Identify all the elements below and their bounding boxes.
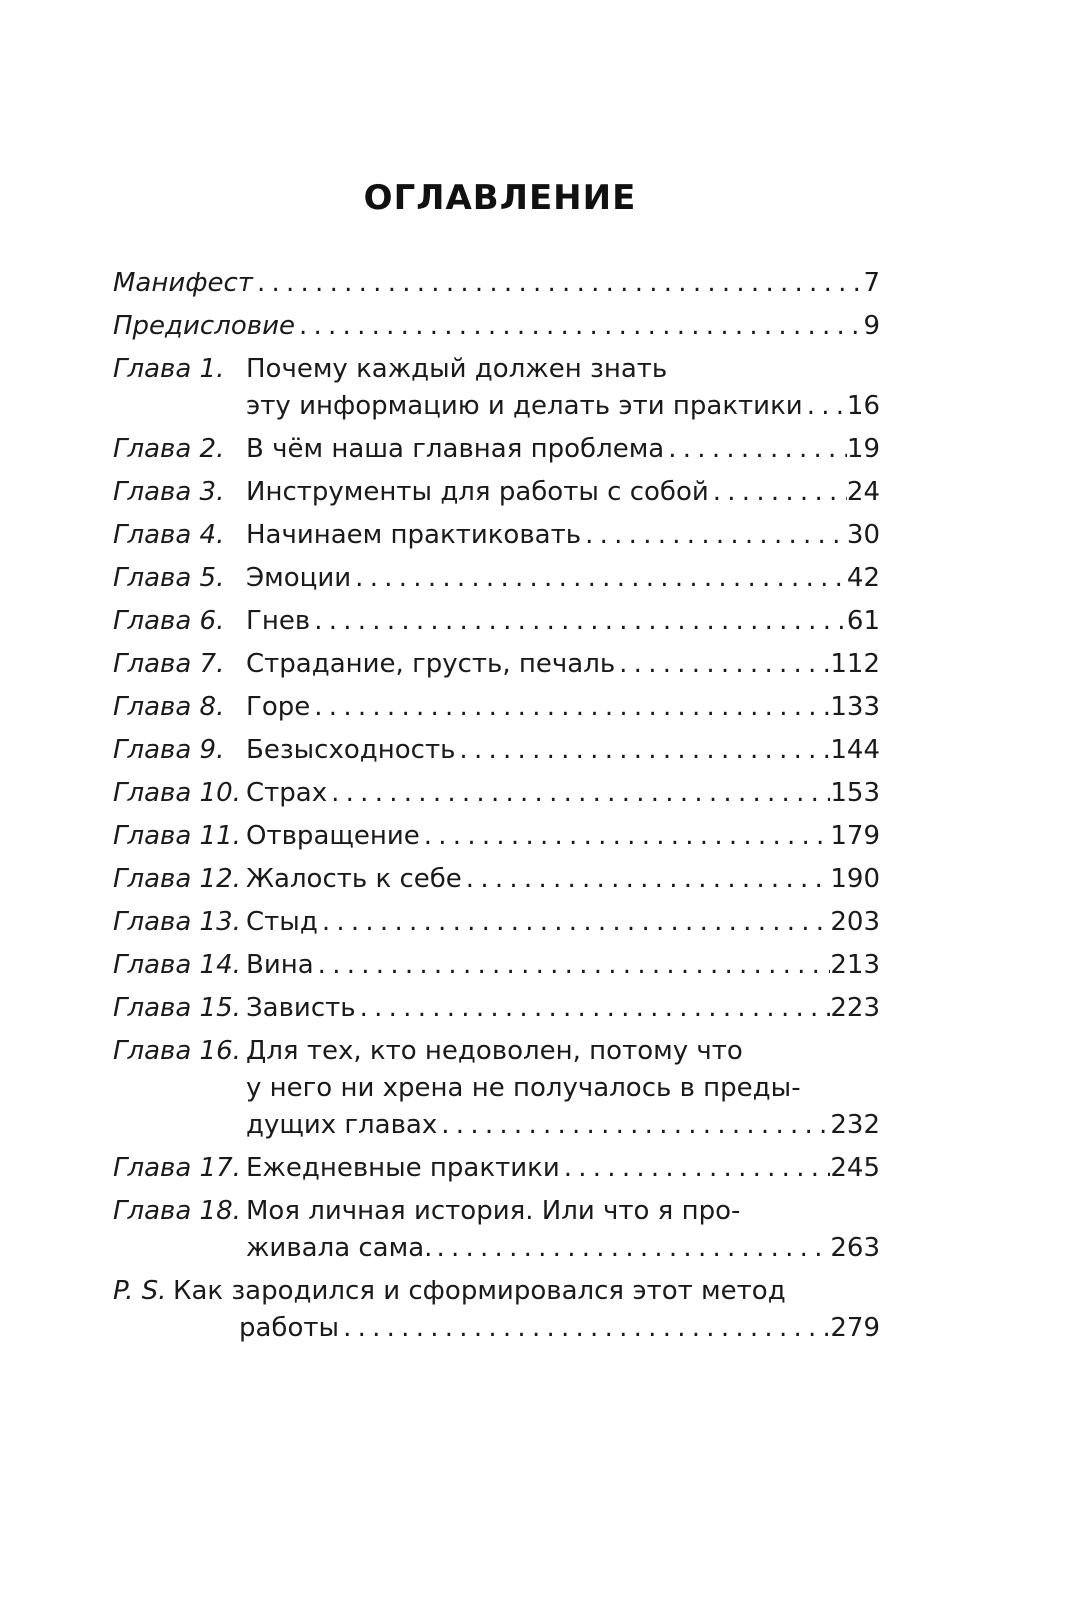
toc-entry bbox=[113, 772, 880, 815]
dot-leader bbox=[455, 729, 830, 772]
toc-page-number: 61 bbox=[846, 606, 880, 636]
toc-entry bbox=[113, 262, 880, 305]
dot-leader bbox=[432, 1230, 830, 1267]
toc-entry-label: Глава 6. bbox=[113, 606, 225, 636]
toc-page-number: 153 bbox=[830, 778, 880, 808]
toc-entry-label: Глава 12. bbox=[113, 864, 241, 894]
toc-page-number: 263 bbox=[830, 1233, 880, 1263]
toc-entry-title: Гнев bbox=[246, 606, 311, 636]
dot-leader bbox=[437, 1107, 830, 1144]
toc-entry bbox=[113, 348, 880, 428]
toc-page-number: 179 bbox=[830, 821, 880, 851]
toc-entry bbox=[113, 1190, 880, 1270]
toc-page-number: 24 bbox=[846, 477, 880, 507]
toc-entry-title: Предисловие bbox=[113, 311, 295, 341]
dot-leader bbox=[420, 815, 831, 858]
toc-entry-title: Ежедневные практики bbox=[246, 1153, 560, 1183]
toc-page-number: 9 bbox=[863, 311, 880, 341]
toc-entry-title: живала сама. bbox=[246, 1233, 433, 1263]
toc-entry-title: Почему каждый должен знать bbox=[246, 354, 668, 384]
toc-entry bbox=[113, 729, 880, 772]
toc-page-number: 232 bbox=[830, 1110, 880, 1140]
toc-entry-label: Глава 13. bbox=[113, 907, 241, 937]
toc-entry-label: Глава 2. bbox=[113, 434, 225, 464]
toc-entry-label: Глава 16. bbox=[113, 1036, 241, 1066]
toc-entry bbox=[113, 557, 880, 600]
toc-entry-label: Глава 15. bbox=[113, 993, 241, 1023]
toc-page-number: 16 bbox=[846, 391, 880, 421]
toc-entry-title: Для тех, кто недоволен, потому что bbox=[246, 1036, 743, 1066]
dot-leader bbox=[709, 471, 847, 514]
toc-entry-title: дущих главах bbox=[246, 1110, 438, 1140]
dot-leader bbox=[664, 428, 847, 471]
toc-page-number: 213 bbox=[830, 950, 880, 980]
toc-entry bbox=[113, 471, 880, 514]
toc-entry-label: Глава 11. bbox=[113, 821, 241, 851]
toc-entry-title: Горе bbox=[246, 692, 311, 722]
dot-leader bbox=[351, 557, 847, 600]
toc-page-number: 203 bbox=[830, 907, 880, 937]
toc-entry-title: Безысходность bbox=[246, 735, 456, 765]
toc-entry bbox=[113, 514, 880, 557]
toc-entry-title: Отвращение bbox=[246, 821, 420, 851]
toc-entry-label: Глава 3. bbox=[113, 477, 225, 507]
dot-leader bbox=[339, 1310, 830, 1347]
toc-entry bbox=[113, 987, 880, 1030]
toc-entry-label: Глава 5. bbox=[113, 563, 225, 593]
toc-entry-label: Глава 17. bbox=[113, 1153, 241, 1183]
toc-entry-title: Инструменты для работы с собой bbox=[246, 477, 709, 507]
toc-entry-label: Глава 8. bbox=[113, 692, 225, 722]
toc-entry-label: Глава 18. bbox=[113, 1196, 241, 1226]
dot-leader bbox=[318, 901, 831, 944]
toc-entry-title: Манифест bbox=[113, 268, 253, 298]
toc-entry-label: Глава 7. bbox=[113, 649, 225, 679]
toc-entry-title: Эмоции bbox=[246, 563, 352, 593]
toc-entry bbox=[113, 901, 880, 944]
dot-leader bbox=[310, 686, 830, 729]
toc-entry-label: Глава 1. bbox=[113, 354, 225, 384]
toc-entry bbox=[113, 815, 880, 858]
dot-leader bbox=[615, 643, 830, 686]
toc-entry-label: Глава 14. bbox=[113, 950, 241, 980]
toc-entry-title: Как зародился и сформировался этот метод bbox=[173, 1276, 786, 1306]
toc-entry-title: Моя личная история. Или что я про- bbox=[246, 1196, 741, 1226]
toc-entry-title: Начинаем практиковать bbox=[246, 520, 582, 550]
dot-leader bbox=[314, 944, 831, 987]
toc-entry-title: Страх bbox=[246, 778, 328, 808]
toc-entry bbox=[113, 1030, 880, 1147]
table-of-contents bbox=[113, 262, 880, 1350]
toc-entry-label: Глава 4. bbox=[113, 520, 225, 550]
toc-entry-title: В чём наша главная проблема bbox=[246, 434, 665, 464]
dot-leader bbox=[462, 858, 831, 901]
toc-entry bbox=[113, 600, 880, 643]
toc-entry bbox=[113, 858, 880, 901]
toc-entry bbox=[113, 1270, 880, 1350]
dot-leader bbox=[295, 305, 863, 348]
toc-page-number: 245 bbox=[830, 1153, 880, 1183]
toc-page-number: 7 bbox=[863, 268, 880, 298]
dot-leader bbox=[581, 514, 847, 557]
toc-entry-label: Глава 9. bbox=[113, 735, 225, 765]
toc-entry bbox=[113, 686, 880, 729]
toc-entry-title: эту информацию и делать эти практики bbox=[246, 391, 803, 421]
toc-entry bbox=[113, 428, 880, 471]
toc-entry bbox=[113, 1147, 880, 1190]
toc-entry-title: Вина bbox=[246, 950, 314, 980]
dot-leader bbox=[253, 262, 864, 305]
toc-entry bbox=[113, 944, 880, 987]
toc-page-number: 19 bbox=[846, 434, 880, 464]
toc-page-number: 223 bbox=[830, 993, 880, 1023]
toc-page-number: 279 bbox=[830, 1313, 880, 1343]
toc-page-number: 42 bbox=[846, 563, 880, 593]
dot-leader bbox=[327, 772, 830, 815]
toc-entry-title: работы bbox=[239, 1313, 340, 1343]
dot-leader bbox=[310, 600, 847, 643]
toc-entry-label: P. S. bbox=[113, 1276, 167, 1306]
toc-page-number: 144 bbox=[830, 735, 880, 765]
toc-entry-title: Стыд bbox=[246, 907, 318, 937]
toc-page-number: 190 bbox=[830, 864, 880, 894]
dot-leader bbox=[356, 987, 831, 1030]
toc-entry-title: Зависть bbox=[246, 993, 356, 1023]
toc-entry-title: Страдание, грусть, печаль bbox=[246, 649, 616, 679]
toc-entry-label: Глава 10. bbox=[113, 778, 241, 808]
dot-leader bbox=[560, 1147, 831, 1190]
page-title: ОГЛАВЛЕНИЕ bbox=[363, 178, 637, 218]
toc-entry bbox=[113, 643, 880, 686]
toc-page-number: 133 bbox=[830, 692, 880, 722]
dot-leader bbox=[803, 388, 847, 425]
toc-page-number: 112 bbox=[830, 649, 880, 679]
toc-entry bbox=[113, 305, 880, 348]
toc-page-number: 30 bbox=[846, 520, 880, 550]
toc-entry-title: у него ни хрена не получалось в преды- bbox=[246, 1073, 801, 1103]
toc-entry-title: Жалость к себе bbox=[246, 864, 462, 894]
